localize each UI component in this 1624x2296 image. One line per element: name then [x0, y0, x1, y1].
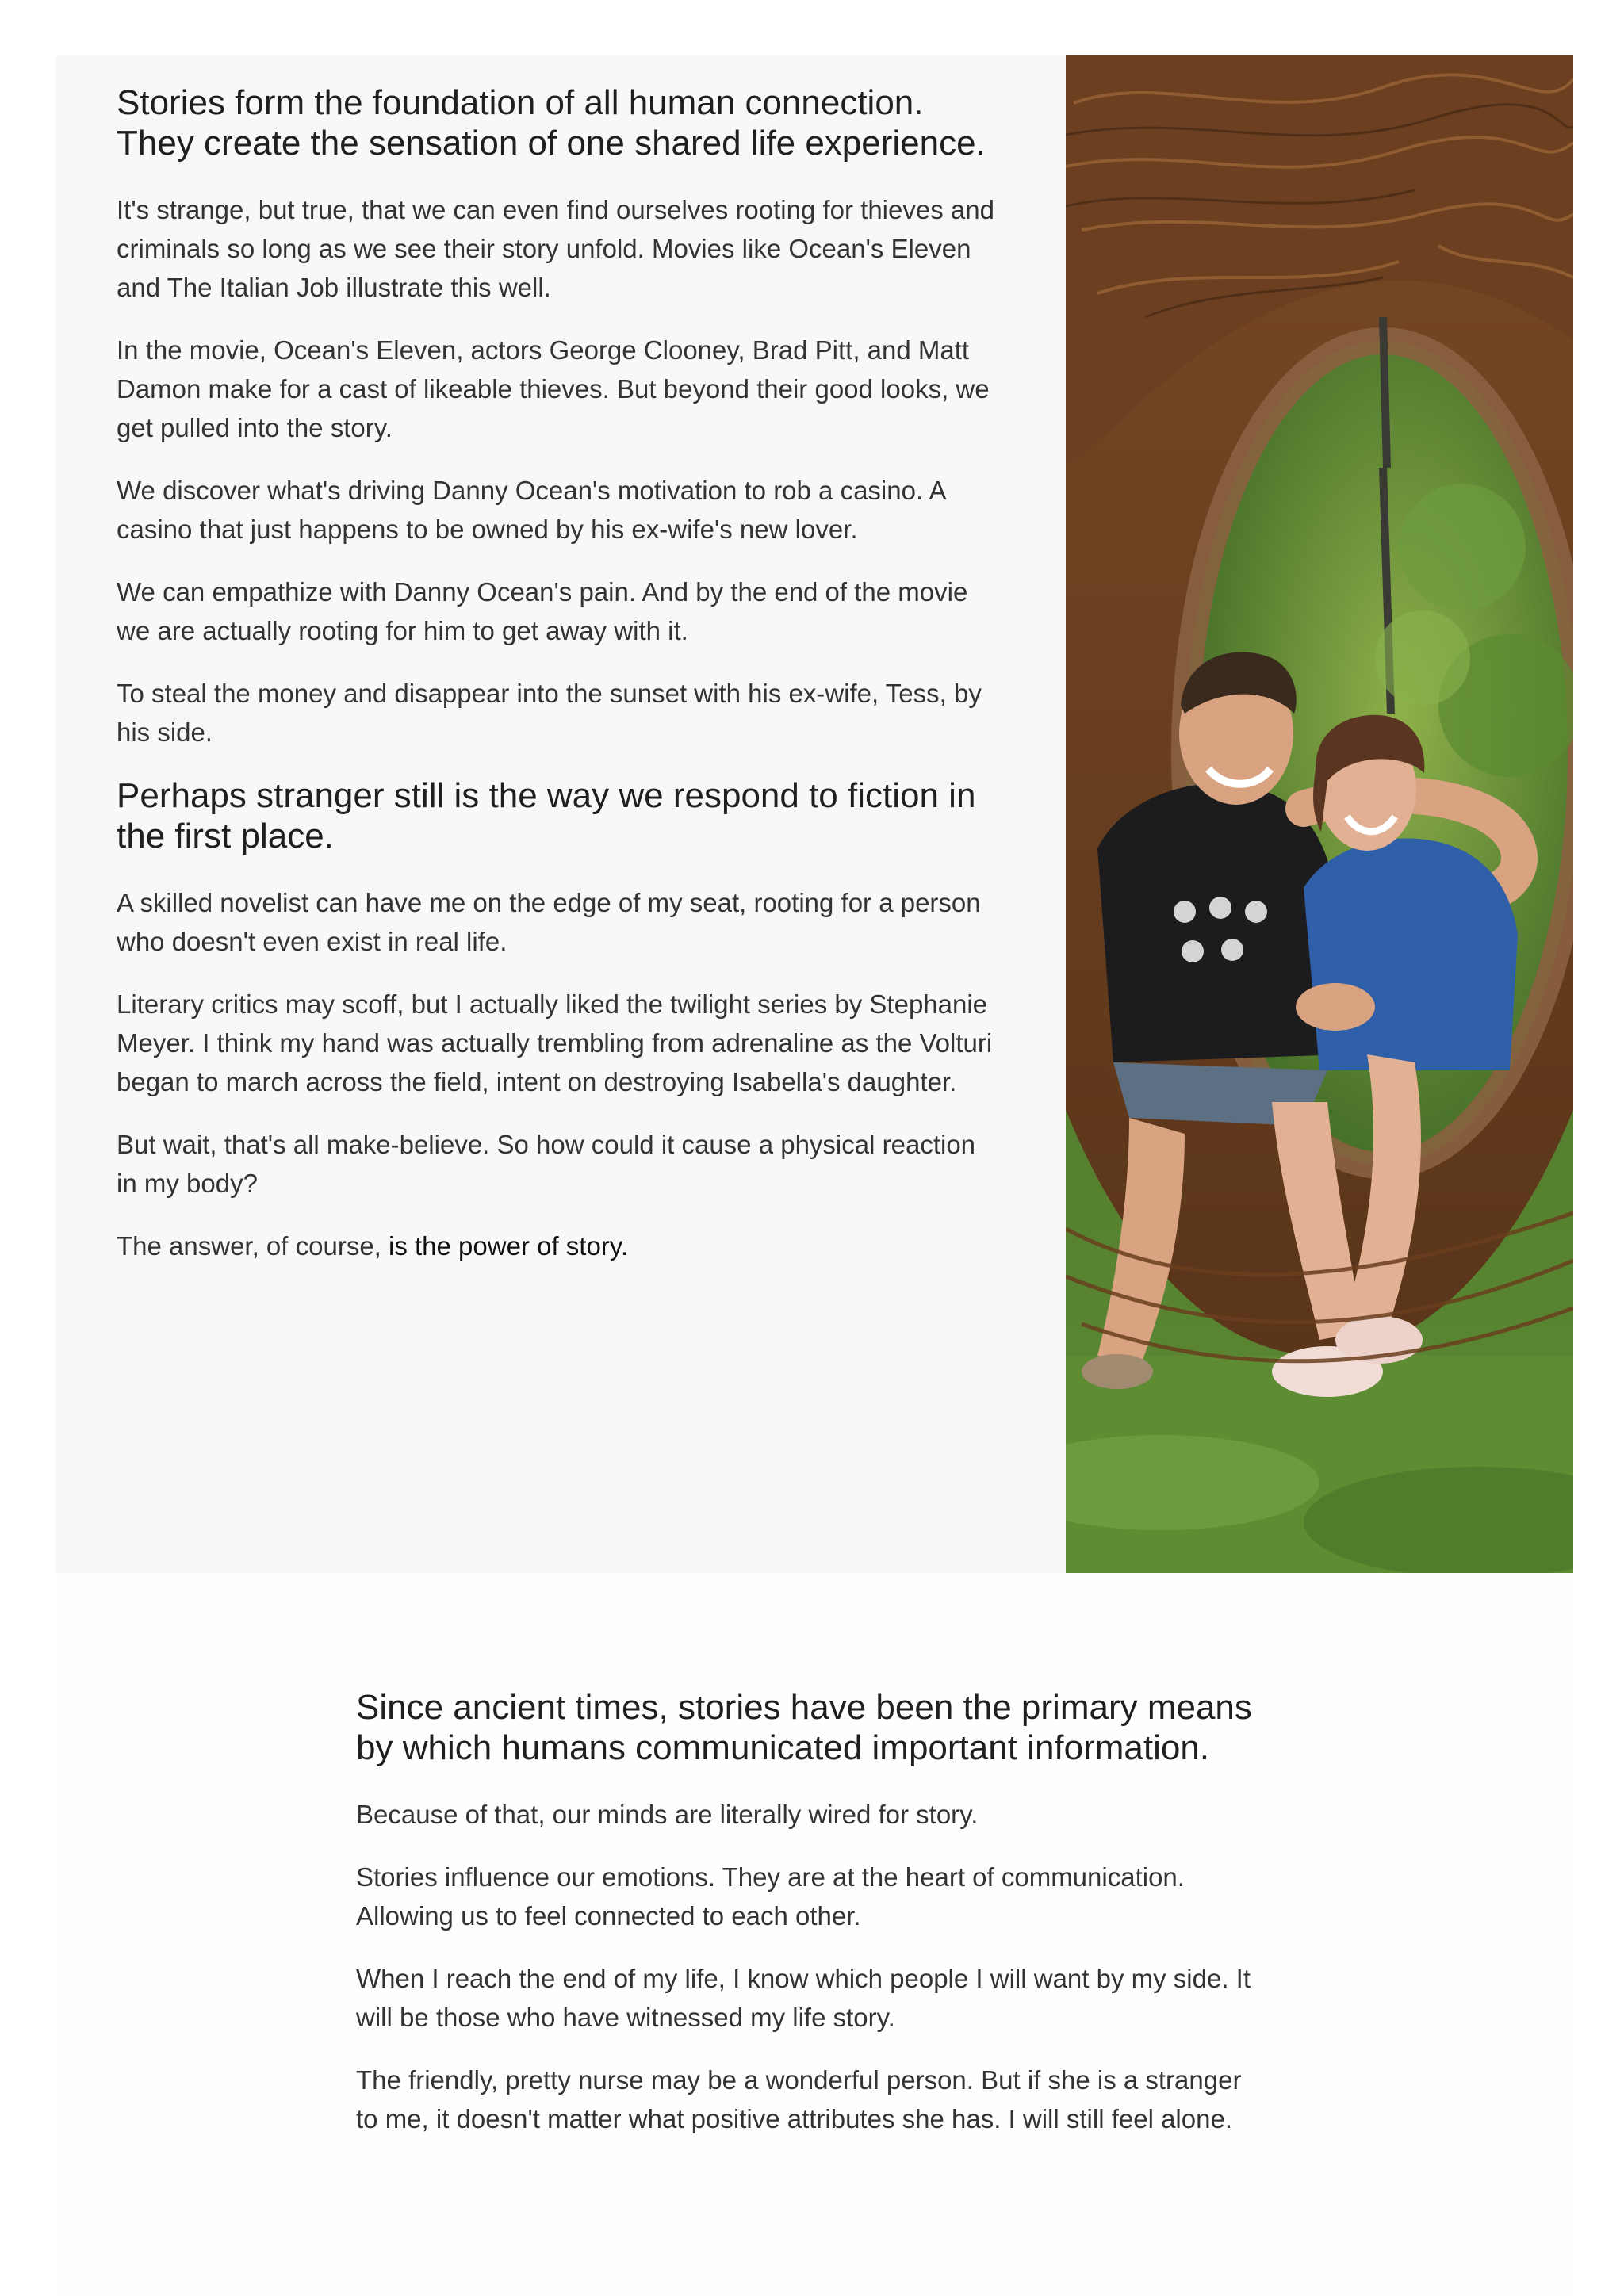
paragraph: Literary critics may scoff, but I actually liked the twilight series by Stephanie Meyer. I think my hand was actually trembling from adrenaline as the Volturi began to march across the field, intent on destroying Isabella's daughter.	[117, 989, 993, 1096]
bottom-text-column	[356, 1687, 1268, 2162]
top-text-column	[117, 82, 997, 1289]
paragraph: When I reach the end of my life, I know which people I will want by my side. It will be those who have witnessed my life story.	[356, 1964, 1251, 2032]
paragraph: Stories influence our emotions. They are at the heart of communication. Allowing us to feel connected to each other.	[356, 1862, 1185, 1931]
paragraph: To steal the money and disappear into the sunset with his ex-wife, Tess, by his side.	[117, 679, 982, 747]
paragraph-text: The answer, of course,	[117, 1231, 389, 1261]
paragraph: The friendly, pretty nurse may be a wonderful person. But if she is a stranger to me, it doesn't matter what positive attributes she has. I will still feel alone.	[356, 2065, 1242, 2133]
section-heading-fiction: Perhaps stranger still is the way we respond to fiction in the first place.	[117, 776, 976, 855]
paragraph: It's strange, but true, that we can even find ourselves rooting for thieves and criminals so long as we see their story unfold. Movies like Ocean's Eleven and The Italian Job illustrate this well.	[117, 195, 994, 302]
section-heading-foundation: Stories form the foundation of all human connection. They create the sensation of one shared life experience.	[117, 83, 986, 163]
paragraph: Because of that, our minds are literally wired for story.	[356, 1800, 979, 1829]
paragraph: In the movie, Ocean's Eleven, actors George Clooney, Brad Pitt, and Matt Damon make for a cast of likeable thieves. But beyond their good looks, we get pulled into the story.	[117, 335, 990, 442]
paragraph: We can empathize with Danny Ocean's pain. And by the end of the movie we are actually rooting for him to get away with it.	[117, 577, 968, 645]
emphasis-text: is the power of story.	[389, 1231, 629, 1261]
paragraph: We discover what's driving Danny Ocean's motivation to rob a casino. A casino that just happens to be owned by his ex-wife's new lover.	[117, 476, 945, 544]
paragraph-conclusion	[117, 1226, 997, 1265]
couple-on-nest-swing-photo	[1066, 55, 1573, 1573]
paragraph: But wait, that's all make-believe. So how could it cause a physical reaction in my body?	[117, 1130, 976, 1198]
paragraph: A skilled novelist can have me on the edge of my seat, rooting for a person who doesn't even exist in real life.	[117, 888, 981, 956]
section-heading-ancient-times: Since ancient times, stories have been the primary means by which humans communicated important information.	[356, 1688, 1252, 1767]
photo-illustration	[1066, 55, 1573, 1573]
